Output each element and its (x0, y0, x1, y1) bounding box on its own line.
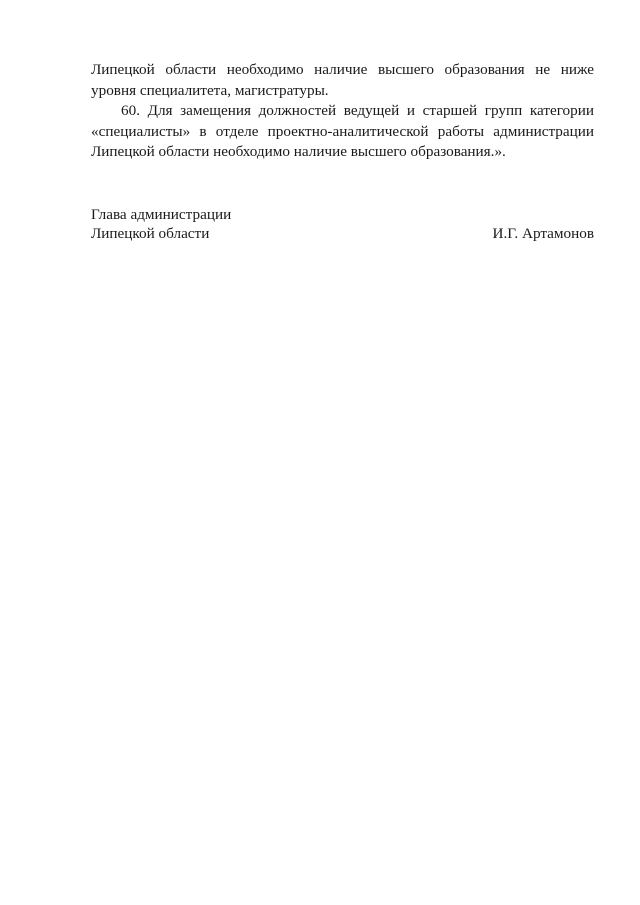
signature-block (91, 206, 594, 243)
signature-row (91, 225, 594, 244)
signatory-position-line1: Глава администрации (91, 206, 232, 223)
signatory-name: И.Г. Артамонов (492, 224, 594, 242)
signatory-position-line2: Липецкой области (91, 224, 210, 242)
paragraph-education-requirement: Липецкой области необходимо наличие высшего образования не ниже уровня специалитета, магистратуры. (91, 61, 594, 99)
document-body (91, 60, 594, 163)
paragraph-item-60: 60. Для замещения должностей ведущей и старшей групп категории «специалисты» в отделе проектно-аналитической работы администрации Липецкой области необходимо наличие высшего образования.». (91, 102, 594, 160)
